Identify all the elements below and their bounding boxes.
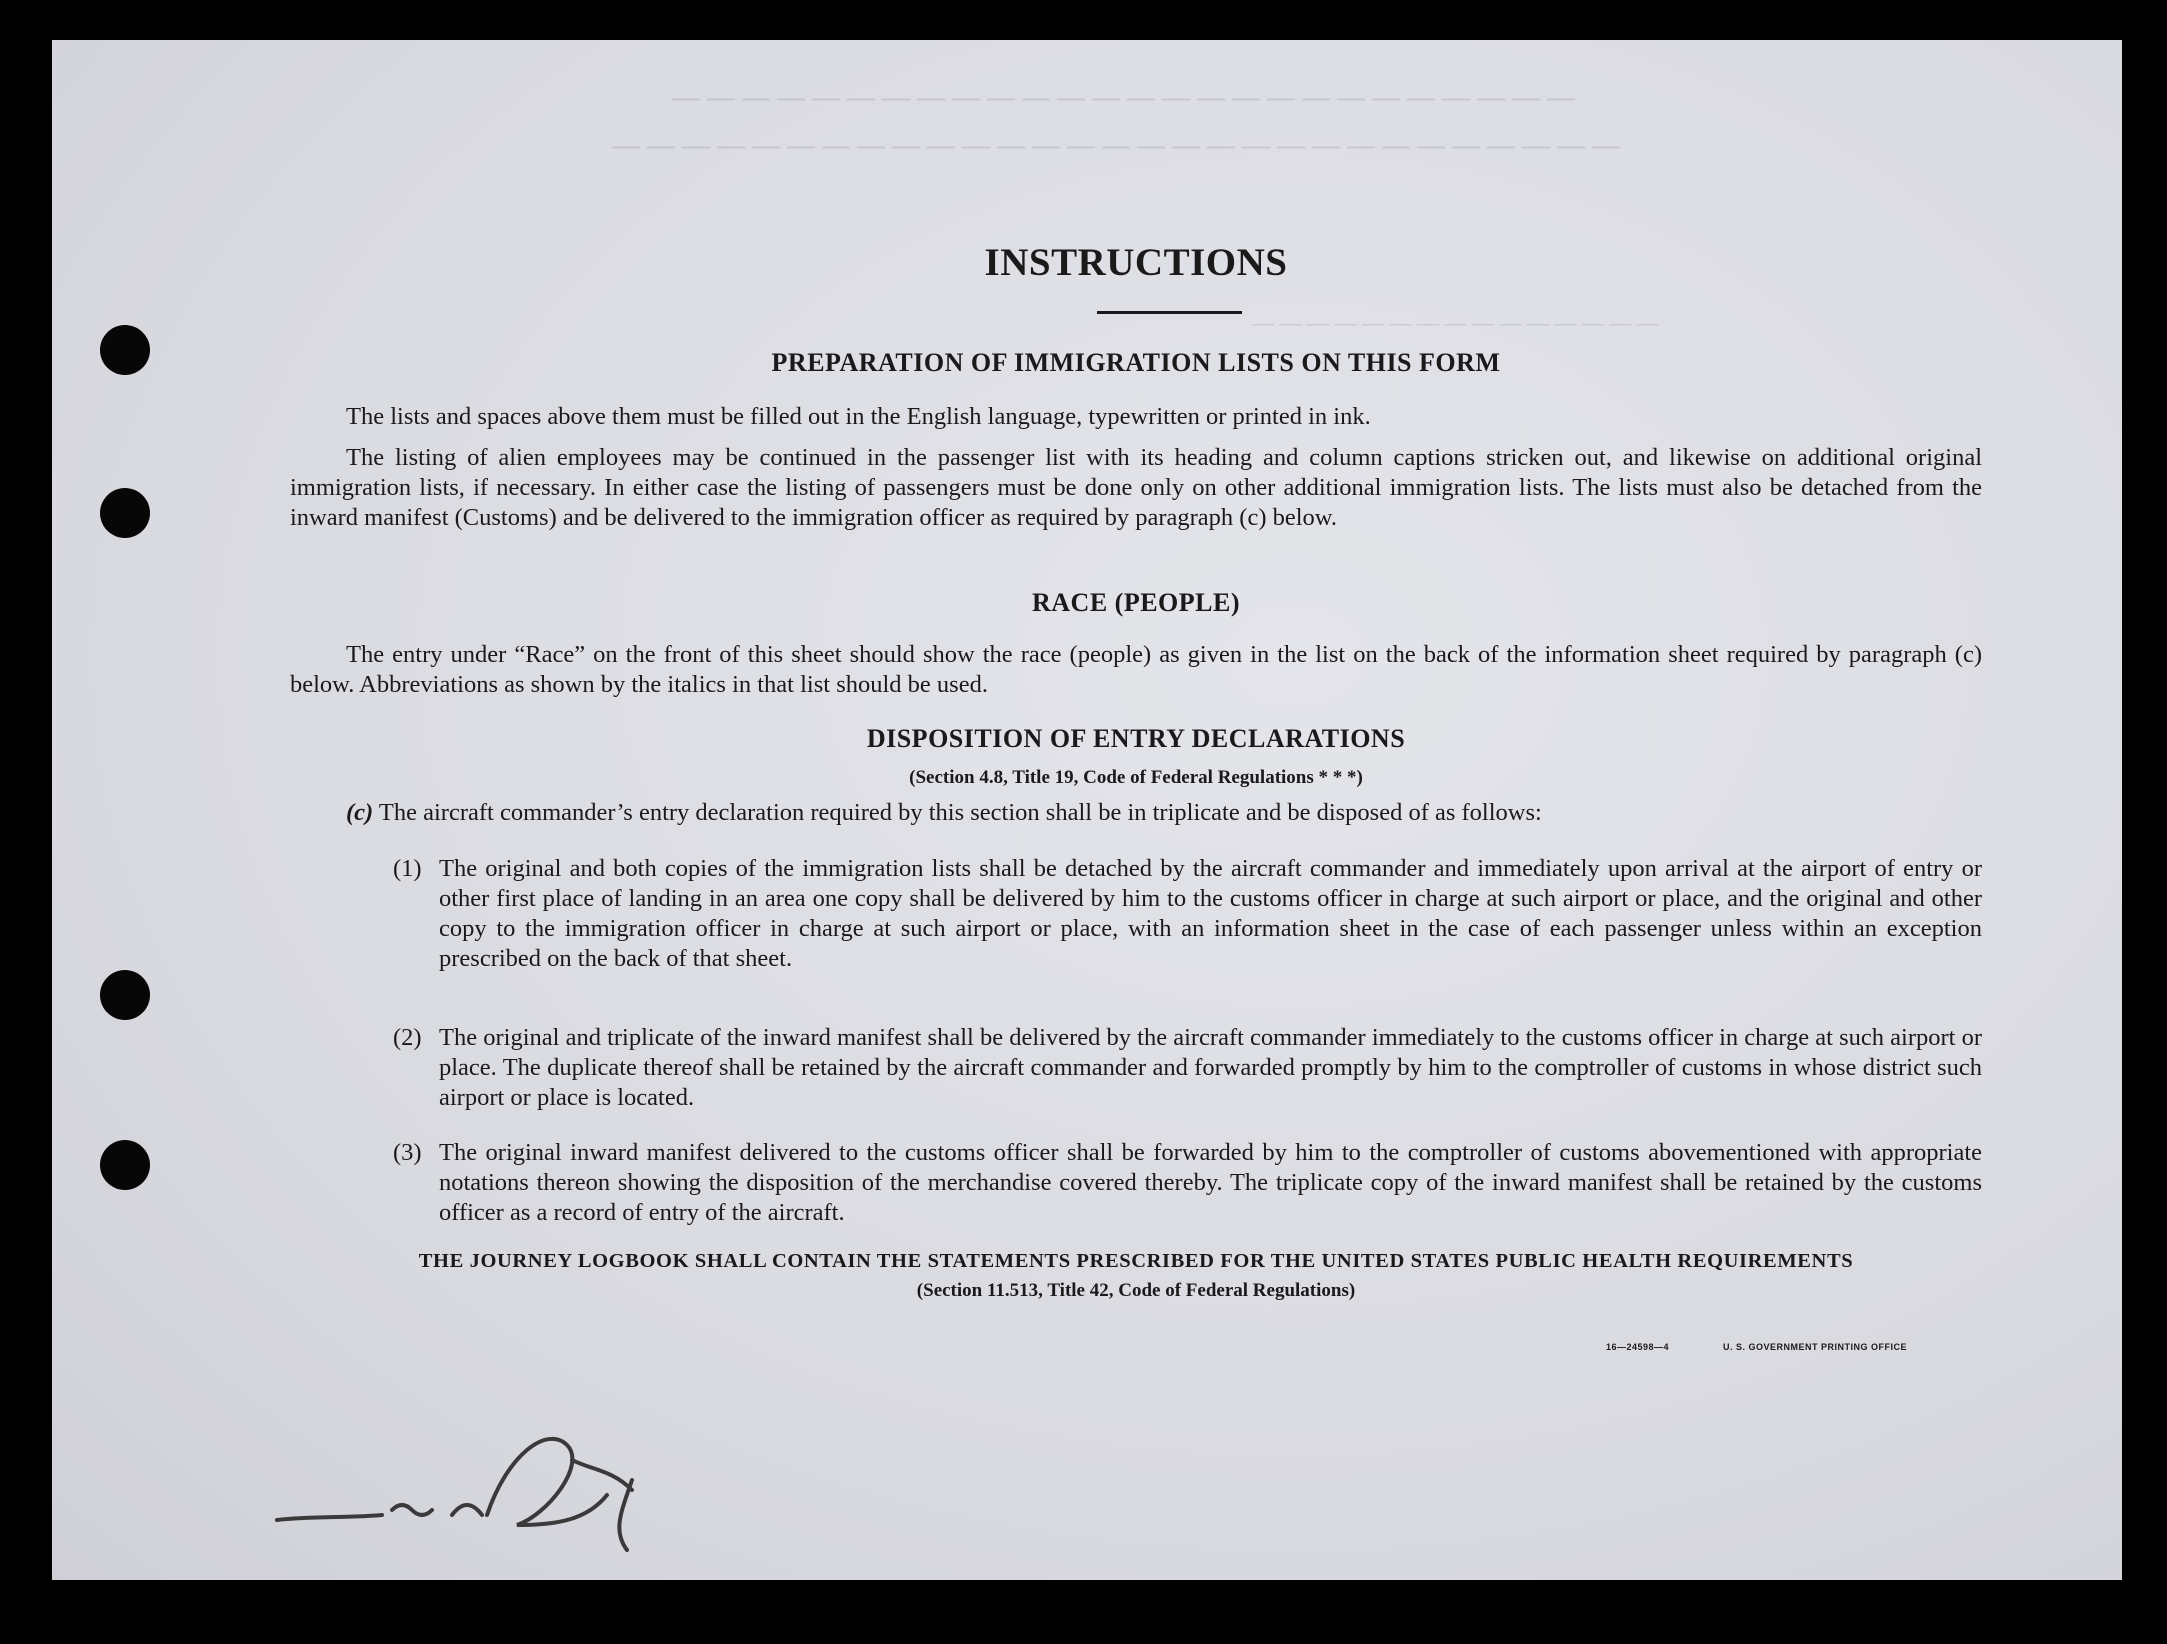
item-text: The original inward manifest delivered to the customs officer shall be forwarded by him to the comptroller of customs abovementioned with appropriate notations thereon showing the disposition of the merchandise covered thereby. The triplicate copy of the inward manifest shall be retained by the customs officer as a record of entry of the aircraft. (439, 1139, 1982, 1226)
paragraph-c-text: The aircraft commander’s entry declaration required by this section shall be in triplicate and be disposed of as follows: (378, 799, 1542, 826)
instructions-content (290, 40, 1982, 1580)
disposition-heading: DISPOSITION OF ENTRY DECLARATIONS (866, 724, 1406, 753)
race-paragraph: The entry under “Race” on the front of this sheet should show the race (people) as given in the list on the back of the information sheet required by paragraph (c) below. Abbreviations as shown by the italics in that list should be used. (290, 641, 1982, 698)
punch-hole (100, 325, 150, 375)
preparation-paragraph-2: The listing of alien employees may be continued in the passenger list with its heading and column captions stricken out, and likewise on additional original immigration lists, if necessary. In either case the listing of passengers must be done only on other additional immigration lists. The lists must also be detached from the inward manifest (Customs) and be delivered to the immigration officer as required by paragraph (c) below. (290, 444, 1982, 531)
item-number: (3) (393, 1139, 422, 1166)
bleed-through-text: — — — — — — — — — — — — — — — — — — — — — — — — — — — — — (612, 130, 1620, 161)
handwritten-signature (272, 1420, 712, 1560)
preparation-heading: PREPARATION OF IMMIGRATION LISTS ON THIS FORM (771, 348, 1501, 377)
bleed-through-text: — — — — — — — — — — — — — — — (1252, 310, 1659, 335)
page-title: INSTRUCTIONS (984, 241, 1288, 284)
item-text: The original and triplicate of the inward manifest shall be delivered by the aircraft commander immediately to the customs officer in charge at such airport or place. The duplicate thereof shall be retained by the aircraft commander and forwarded promptly by him to the comptroller of customs in whose district such airport or place is located. (439, 1024, 1982, 1111)
disposition-citation: (Section 4.8, Title 19, Code of Federal Regulations * * *) (909, 767, 1363, 788)
public-health-citation: (Section 11.513, Title 42, Code of Federal Regulations) (916, 1280, 1356, 1301)
list-item (393, 1023, 1982, 1113)
disposition-paragraph-c (346, 798, 1982, 828)
list-item (393, 854, 1982, 974)
document-page (52, 40, 2122, 1580)
printer-imprint: U. S. GOVERNMENT PRINTING OFFICE (1723, 1342, 1908, 1352)
preparation-paragraph-1: The lists and spaces above them must be filled out in the English language, typewritten or printed in ink. (346, 403, 1371, 430)
punch-hole (100, 1140, 150, 1190)
punch-hole (100, 488, 150, 538)
public-health-requirement: THE JOURNEY LOGBOOK SHALL CONTAIN THE STATEMENTS PRESCRIBED FOR THE UNITED STATES PUBLIC HEALTH REQUIREMENTS (418, 1250, 1854, 1272)
race-heading: RACE (PEOPLE) (1032, 588, 1240, 617)
item-number: (1) (393, 855, 422, 882)
punch-hole (100, 970, 150, 1020)
paragraph-c-label: (c) (346, 799, 374, 826)
form-number: 16—24598—4 (1606, 1342, 1670, 1352)
item-number: (2) (393, 1024, 422, 1051)
title-underline (1097, 311, 1242, 314)
list-item (393, 1138, 1982, 1228)
bleed-through-text: — — — — — — — — — — — — — — — — — — — — — — — — — — (672, 82, 1575, 113)
item-text: The original and both copies of the immigration lists shall be detached by the aircraft commander and immediately upon arrival at the airport of entry or other first place of landing in an area one copy shall be delivered by him to the customs officer in charge at such airport or place, and the original and other copy to the immigration officer in charge at such airport or place, with an information sheet in the case of each passenger unless within an exception prescribed on the back of that sheet. (439, 855, 1982, 972)
